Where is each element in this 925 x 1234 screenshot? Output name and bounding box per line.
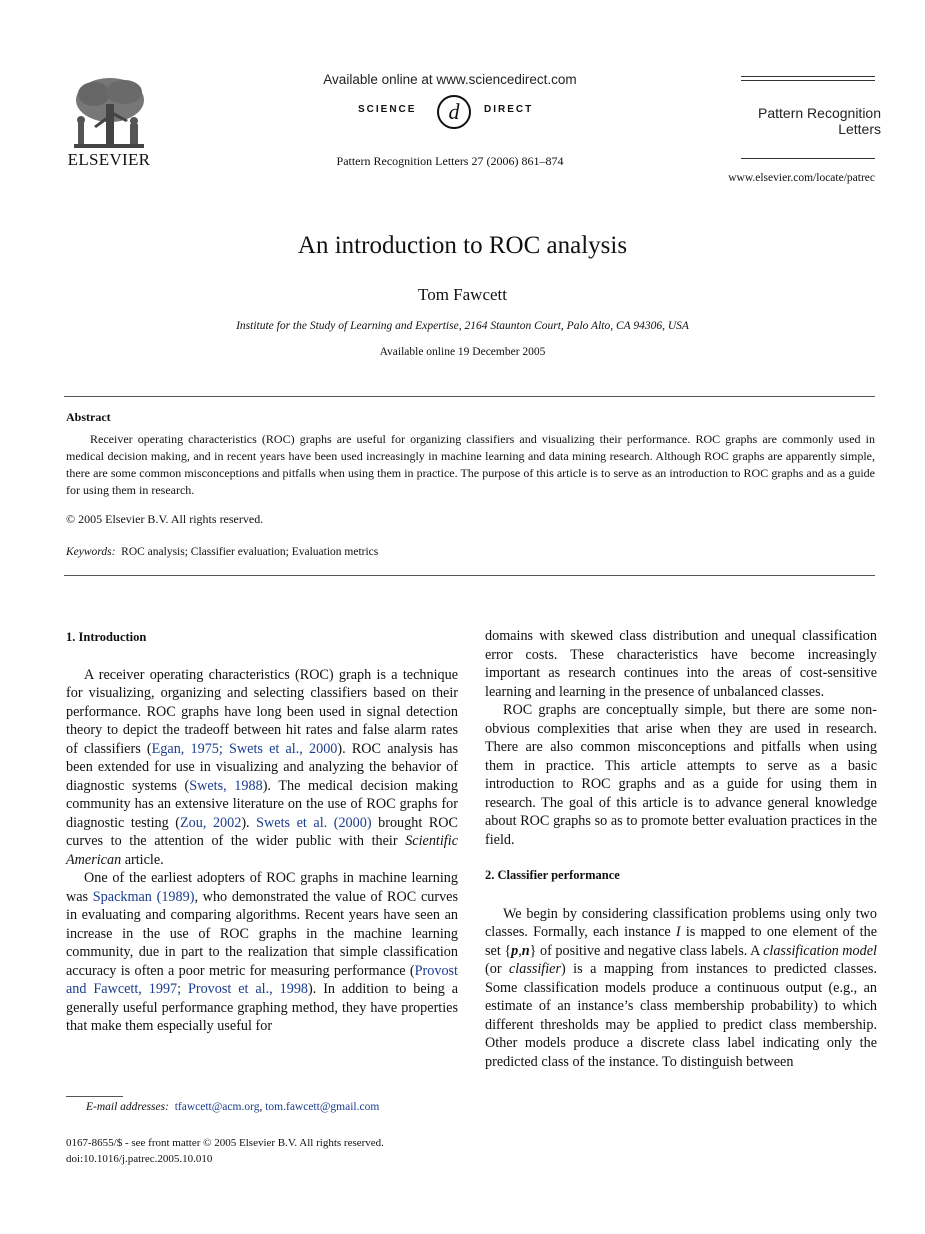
abstract-bottom-rule (64, 575, 875, 576)
front-matter-line: 0167-8655/$ - see front matter © 2005 Elsevier B.V. All rights reserved. (66, 1137, 384, 1149)
keywords-label: Keywords: (66, 546, 116, 558)
citation-link[interactable]: Egan, 1975; Swets et al., 2000 (151, 740, 338, 757)
doi-line: doi:10.1016/j.patrec.2005.10.010 (66, 1153, 213, 1165)
abstract-body (66, 431, 875, 499)
abstract-heading: Abstract (66, 410, 111, 424)
classifier-paragraph-1: We begin by considering classification problems using only two classes. Formally, each instance I is mapped to one element of the set {p,n} of positive and negative class labels. A classification model (or classifier) is a mapping from instances to predicted classes. Some classification models produce a continuous output (e.g., an estimate of an instance’s class membership probability) to which different thresholds may be applied to predict class membership. Other models produce a discrete class label indicating only the predicted class of the instance. To distinguish between (485, 905, 877, 1070)
intro-paragraph-2-continued: domains with skewed class distribution and unequal classification error costs. These characteristics have become increasingly important as research continues into the areas of cost-sensitive learning and learning in the presence of unbalanced classes. (485, 628, 877, 700)
citation-link[interactable]: Spackman (1989) (92, 888, 195, 905)
email-link[interactable]: tfawcett@acm.org (174, 1101, 260, 1113)
citation-link[interactable]: Swets, 1988 (189, 777, 263, 794)
journal-bottom-rule (741, 158, 875, 159)
journal-url[interactable]: www.elsevier.com/locate/patrec (728, 172, 875, 184)
abstract-top-rule (64, 396, 875, 397)
keywords-text: ROC analysis; Classifier evaluation; Evaluation metrics (121, 546, 379, 558)
journal-title: Pattern Recognition Letters (758, 105, 881, 137)
footnote-rule (66, 1096, 123, 1097)
intro-paragraph-1: A receiver operating characteristics (ROC) graph is a technique for visualizing, organizing and selecting classifiers based on their performance. ROC graphs have long been used in signal detection theory to depict the tradeoff between hit rates and false alarm rates of classifiers (Egan, 1975; Swets et al., 2000). ROC analysis has been extended for use in visualizing and analyzing the behavior of diagnostic systems (Swets, 1988). The medical decision making community has an extensive literature on the use of ROC graphs for diagnostic testing (Zou, 2002). Swets et al. (2000) brought ROC curves to the attention of the wider public with their Scientific American article. (66, 666, 458, 868)
author-affiliation: Institute for the Study of Learning and Expertise, 2164 Staunton Court, Palo Alto, CA 94306, USA (236, 320, 689, 332)
section-heading-introduction: 1. Introduction (66, 630, 147, 644)
author-name: Tom Fawcett (418, 285, 507, 304)
intro-paragraph-2: One of the earliest adopters of ROC graphs in machine learning was Spackman (1989), who demonstrated the value of ROC curves in evaluating and comparing algorithms. Recent years have seen an increase in the use of ROC graphs in the machine learning community, due in part to the realization that simple classification accuracy is often a poor metric for measuring performance (Provost and Fawcett, 1997; Provost et al., 1998). In addition to being a generally useful performance graphing method, they have properties that make them especially useful for (66, 870, 458, 1034)
abstract-copyright: © 2005 Elsevier B.V. All rights reserved. (66, 512, 264, 526)
journal-reference: Pattern Recognition Letters 27 (2006) 861–874 (336, 154, 564, 168)
footnote-email: E-mail addresses: tfawcett@acm.org, tom.fawcett@gmail.com (86, 1101, 380, 1113)
section-heading-classifier-performance: 2. Classifier performance (485, 868, 620, 882)
sciencedirect-logo-direct: DIRECT (484, 104, 534, 115)
abstract-text: Receiver operating characteristics (ROC) graphs are useful for organizing classifiers and visualizing their performance. ROC graphs are commonly used in medical decision making, and in recent years have been used increasingly in machine learning and data mining research. Although ROC graphs are apparently simple, there are some common misconceptions and pitfalls when using them in practice. The purpose of this article is to serve as an introduction to ROC graphs and as a guide for using them in research. (66, 432, 875, 497)
front-matter (66, 1135, 384, 1167)
available-online-notice: Available online at www.sciencedirect.com (323, 72, 577, 87)
sciencedirect-logo-science: SCIENCE (358, 104, 417, 115)
left-column (66, 628, 458, 1036)
paper-title: An introduction to ROC analysis (297, 232, 628, 259)
citation-link[interactable]: Provost and Fawcett, 1997; Provost et al., 1998 (66, 962, 458, 997)
journal-top-rule (741, 76, 875, 77)
sciencedirect-at-icon (434, 93, 474, 131)
citation-link[interactable]: Swets et al. (2000) (256, 814, 372, 831)
keywords (66, 546, 378, 558)
intro-paragraph-3: ROC graphs are conceptually simple, but there are some non-obvious complexities that arise when they are used in research. There are also common misconceptions and pitfalls when using them in practice. This article attempts to serve as a basic introduction to ROC graphs and as a guide for using them in research. The goal of this article is to advance general knowledge about ROC graphs so as to promote better evaluation practices in the field. (485, 702, 877, 848)
publisher-name: ELSEVIER (67, 150, 151, 169)
journal-top-rule-2 (741, 80, 875, 81)
svg-text:d: d (448, 99, 460, 124)
available-date: Available online 19 December 2005 (379, 346, 546, 358)
right-column (485, 627, 877, 1071)
email-link[interactable]: tom.fawcett@gmail.com (265, 1101, 380, 1113)
citation-link[interactable]: Zou, 2002 (179, 814, 242, 831)
